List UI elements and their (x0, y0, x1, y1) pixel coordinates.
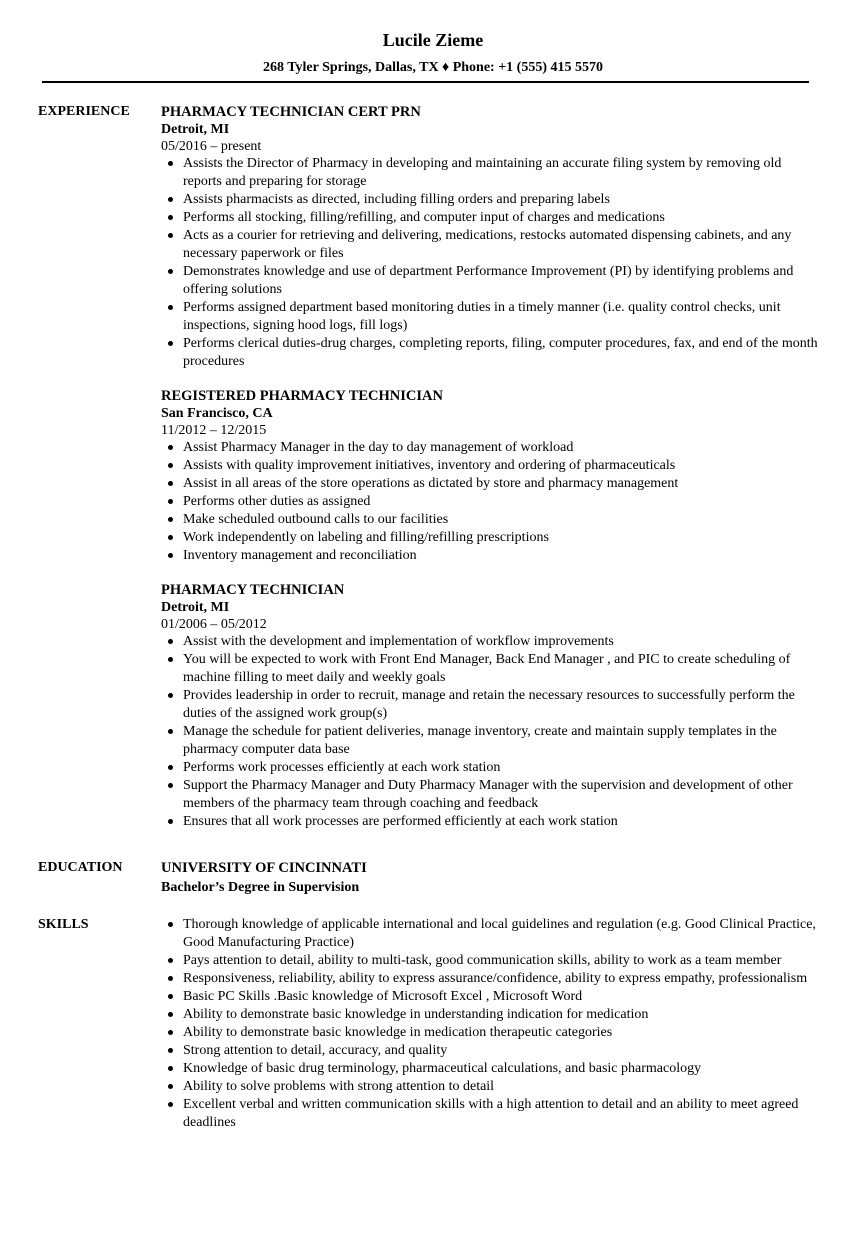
skill-item: Responsiveness, reliability, ability to express assurance/confidence, ability to express empathy, professionalism (183, 970, 821, 988)
job-title: PHARMACY TECHNICIAN CERT PRN (161, 104, 421, 120)
job-bullet: Acts as a courier for retrieving and delivering, medications, restocks automated dispensing cabinets, and any necessary paperwork or files (183, 227, 821, 263)
skill-item: Thorough knowledge of applicable international and local guidelines and regulation (e.g. Good Clinical Practice, Good Manufacturing Practice) (183, 916, 821, 952)
job-title: PHARMACY TECHNICIAN (161, 582, 345, 598)
skills-section (0, 916, 866, 1132)
job-bullet: Support the Pharmacy Manager and Duty Pharmacy Manager with the supervision and development of other members of the pharmacy team through coaching and feedback (183, 777, 821, 813)
job-dates: 11/2012 – 12/2015 (161, 423, 267, 438)
job-entry (161, 581, 821, 831)
skill-item: Pays attention to detail, ability to multi-task, good communication skills, ability to work as a team member (183, 952, 821, 970)
job-bullet: Provides leadership in order to recruit, manage and retain the necessary resources to successfully perform the duties of the assigned work group(s) (183, 687, 821, 723)
job-bullet: Ensures that all work processes are performed efficiently at each work station (183, 813, 821, 831)
skill-item: Knowledge of basic drug terminology, pharmaceutical calculations, and basic pharmacology (183, 1060, 821, 1078)
job-title: REGISTERED PHARMACY TECHNICIAN (161, 388, 443, 404)
skill-item: Excellent verbal and written communication skills with a high attention to detail and an ability to meet agreed deadlines (183, 1096, 821, 1132)
job-bullet: Assist Pharmacy Manager in the day to day management of workload (183, 439, 821, 457)
job-bullet: You will be expected to work with Front End Manager, Back End Manager , and PIC to create scheduling of machine filling to meet daily and weekly goals (183, 651, 821, 687)
candidate-name: Lucile Zieme (382, 30, 484, 50)
job-location: Detroit, MI (161, 122, 230, 137)
job-bullet: Assists the Director of Pharmacy in developing and maintaining an accurate filing system by removing old reports and preparing for storage (183, 155, 821, 191)
job-bullet: Assists pharmacists as directed, including filling orders and preparing labels (183, 191, 821, 209)
experience-label: EXPERIENCE (38, 104, 130, 119)
job-bullet: Assist with the development and implementation of workflow improvements (183, 633, 821, 651)
skills-label: SKILLS (38, 917, 89, 932)
job-bullet: Inventory management and reconciliation (183, 547, 821, 565)
skill-item: Basic PC Skills .Basic knowledge of Microsoft Excel , Microsoft Word (183, 988, 821, 1006)
contact-line: 268 Tyler Springs, Dallas, TX ♦ Phone: +1 (555) 415 5570 (263, 60, 603, 75)
job-entry (161, 103, 821, 371)
job-location: San Francisco, CA (161, 406, 273, 421)
job-bullet: Manage the schedule for patient deliveries, manage inventory, create and maintain supply templates in the pharmacy computer data base (183, 723, 821, 759)
skills-body (161, 916, 821, 1132)
education-label: EDUCATION (38, 860, 123, 875)
job-location: Detroit, MI (161, 600, 230, 615)
skills-list (161, 916, 821, 1132)
job-bullet: Assist in all areas of the store operations as dictated by store and pharmacy management (183, 475, 821, 493)
skill-item: Strong attention to detail, accuracy, and quality (183, 1042, 821, 1060)
job-bullet: Assists with quality improvement initiatives, inventory and ordering of pharmaceuticals (183, 457, 821, 475)
degree-name: Bachelor’s Degree in Supervision (161, 880, 360, 895)
education-body (161, 859, 821, 896)
job-bullet: Work independently on labeling and filling/refilling prescriptions (183, 529, 821, 547)
job-bullet: Performs work processes efficiently at each work station (183, 759, 821, 777)
job-bullet: Performs assigned department based monitoring duties in a timely manner (i.e. quality control checks, unit inspections, signing hood logs, fill logs) (183, 299, 821, 335)
job-bullet: Make scheduled outbound calls to our facilities (183, 511, 821, 529)
resume-header (0, 0, 866, 77)
job-bullet: Performs clerical duties-drug charges, completing reports, filing, computer procedures, fax, and end of the month procedures (183, 335, 821, 371)
job-entry (161, 387, 821, 565)
job-bullet-list (161, 155, 821, 371)
job-bullet: Performs all stocking, filling/refilling, and computer input of charges and medications (183, 209, 821, 227)
job-bullet: Demonstrates knowledge and use of department Performance Improvement (PI) by identifying problems and offering solutions (183, 263, 821, 299)
job-bullet-list (161, 633, 821, 831)
skill-item: Ability to solve problems with strong attention to detail (183, 1078, 821, 1096)
job-bullet: Performs other duties as assigned (183, 493, 821, 511)
job-dates: 01/2006 – 05/2012 (161, 617, 267, 632)
skill-item: Ability to demonstrate basic knowledge in medication therapeutic categories (183, 1024, 821, 1042)
job-dates: 05/2016 – present (161, 139, 262, 154)
school-name: UNIVERSITY OF CINCINNATI (161, 860, 367, 876)
experience-list (161, 103, 821, 831)
education-section (0, 859, 866, 896)
job-bullet-list (161, 439, 821, 565)
skill-item: Ability to demonstrate basic knowledge in understanding indication for medication (183, 1006, 821, 1024)
header-divider (42, 81, 809, 83)
experience-section (0, 103, 866, 831)
